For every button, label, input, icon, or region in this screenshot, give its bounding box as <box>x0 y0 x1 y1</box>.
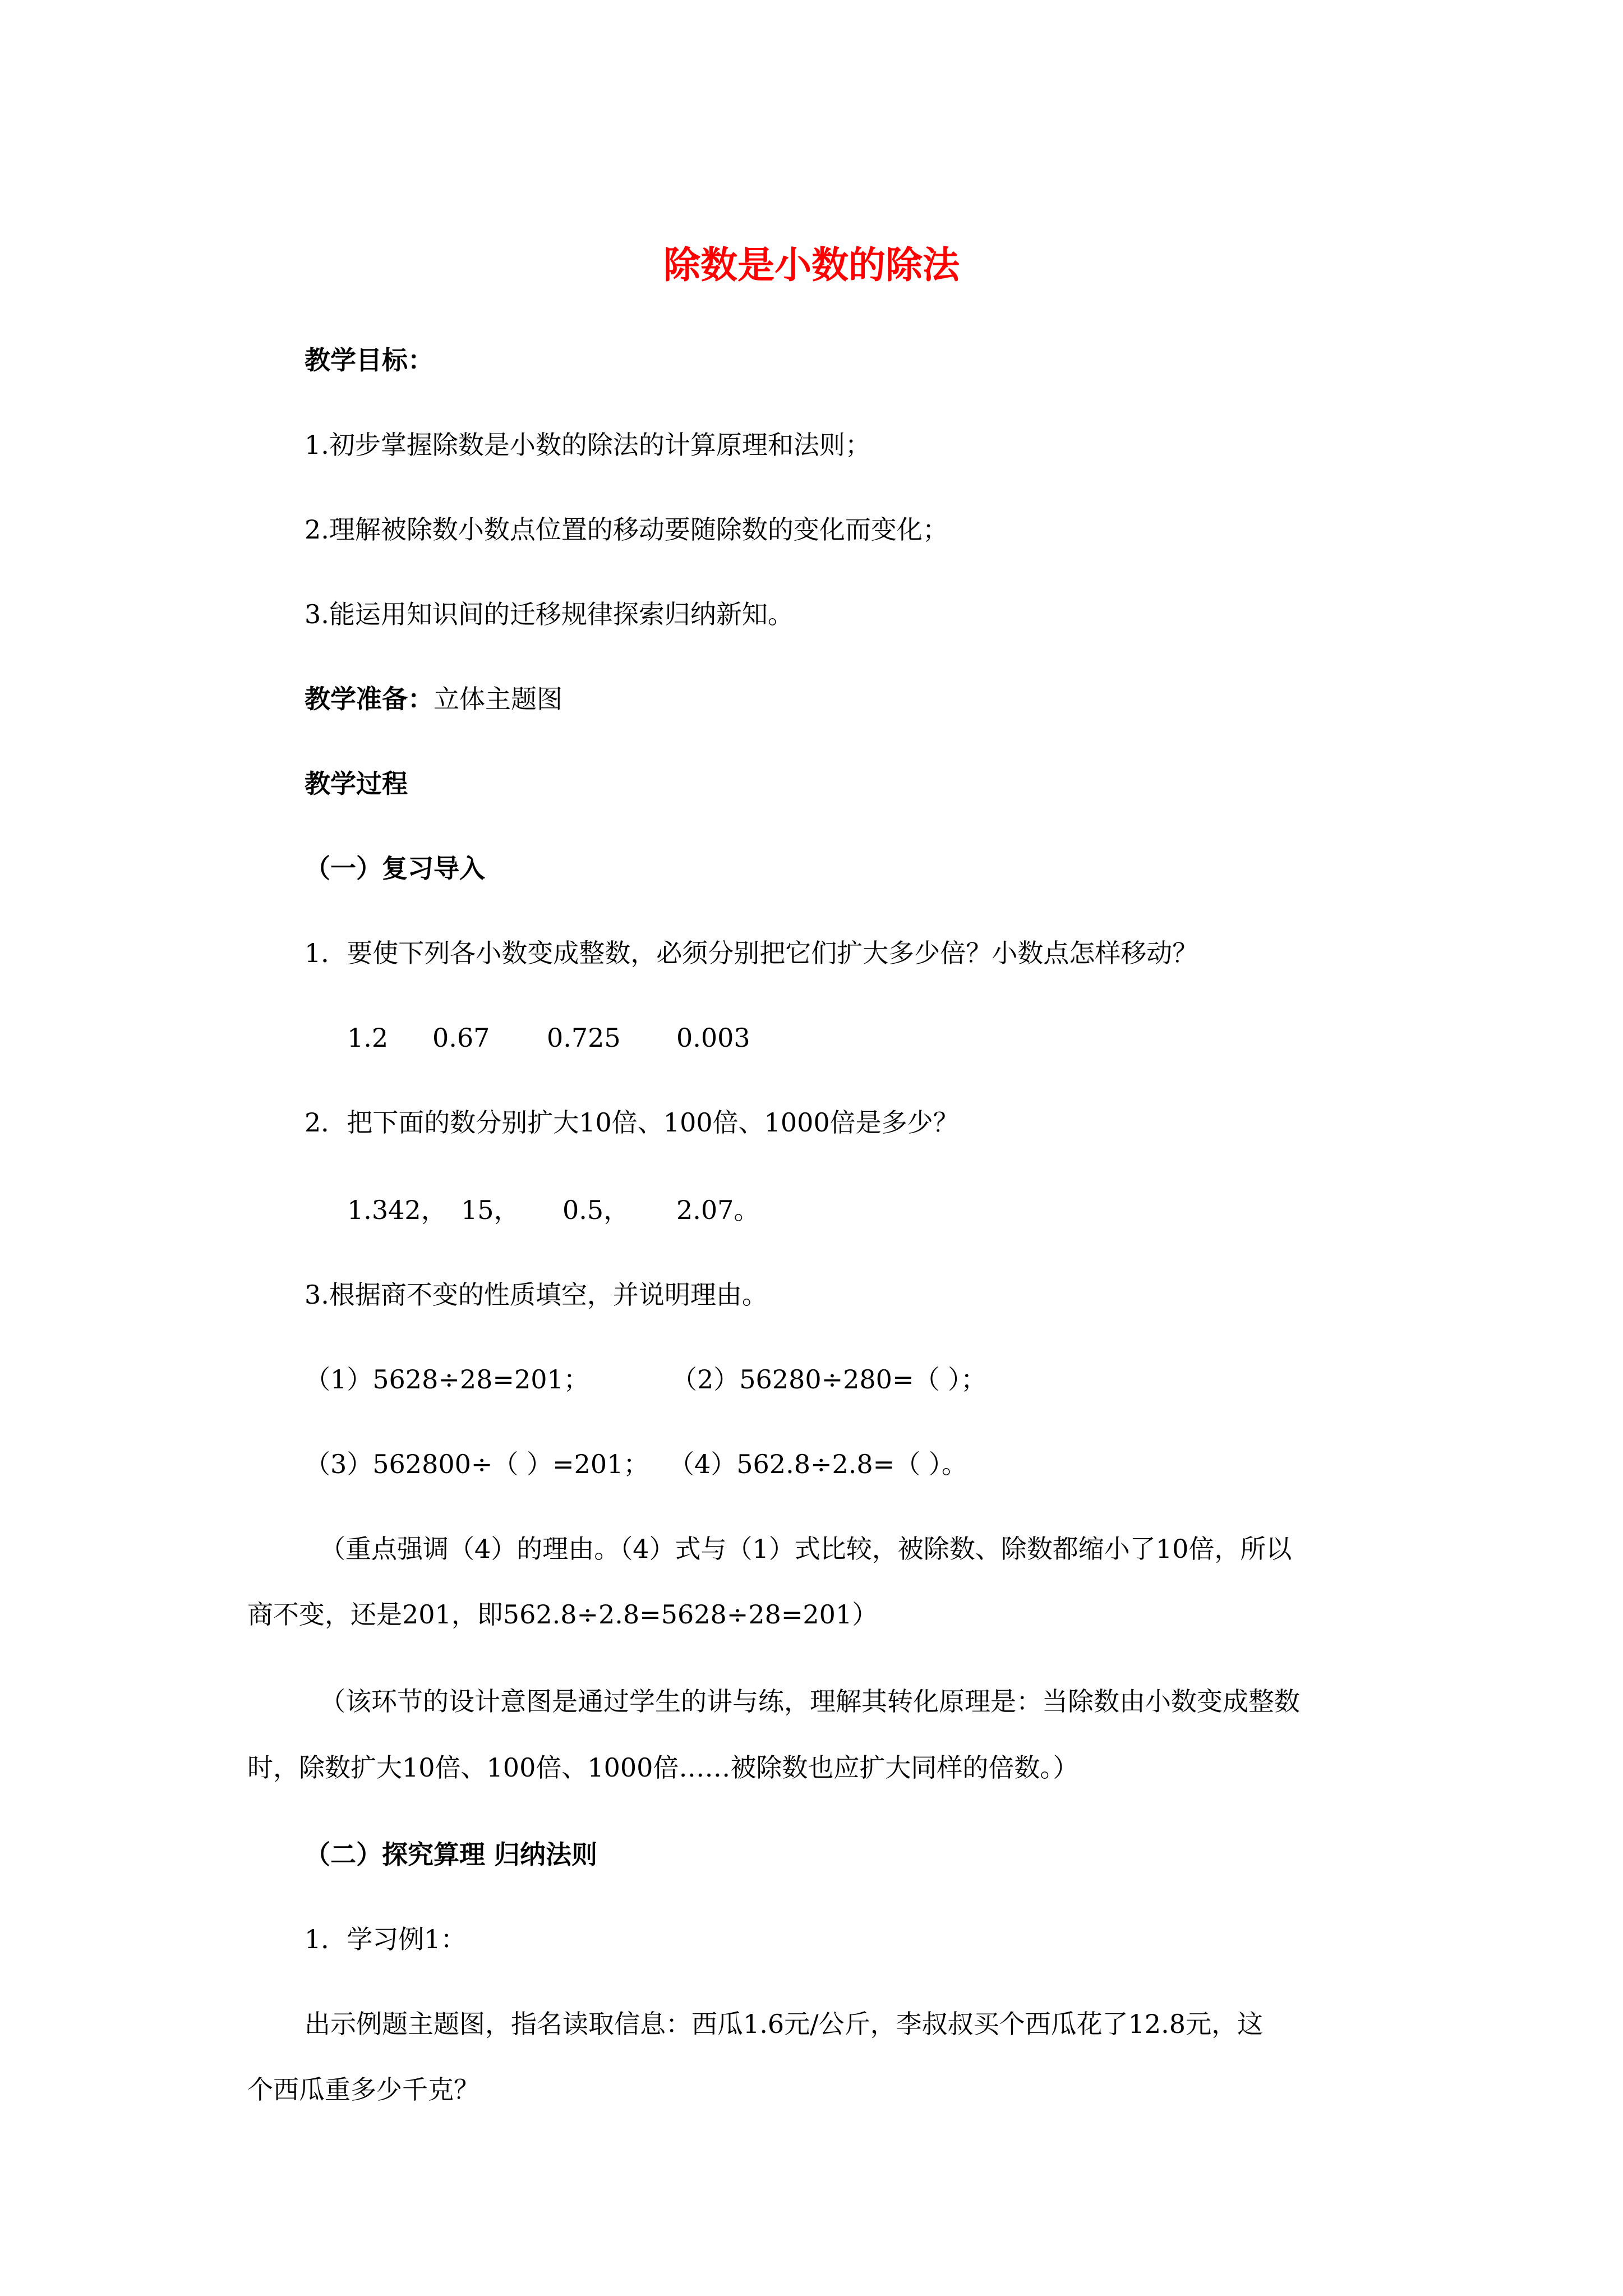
q3-equation-3: （3）562800÷（ ）=201； <box>305 1449 649 1479</box>
document-title: 除数是小数的除法 <box>663 243 960 287</box>
section2-item-1: 1．学习例1： <box>305 1924 467 1954</box>
example-line-1: 出示例题主题图，指名读取信息：西瓜1.6元/公斤，李叔叔买个西瓜花了12.8元，这 <box>305 2009 1264 2039</box>
q3-equation-4: （4）562.8÷2.8=（ ）。 <box>668 1449 967 1479</box>
preparation-value: 立体主题图 <box>434 684 562 714</box>
section1-question-3: 3.根据商不变的性质填空，并说明理由。 <box>305 1280 768 1310</box>
q1-number-1: 1.2 <box>347 1023 389 1053</box>
section2-heading: （二）探究算理 归纳法则 <box>305 1839 598 1870</box>
q2-number-1: 1.342， <box>347 1195 447 1225</box>
q2-number-2: 15， <box>461 1195 520 1225</box>
note1-line-1: （重点强调（4）的理由。（4）式与（1）式比较，被除数、除数都缩小了10倍，所以 <box>320 1534 1292 1564</box>
example-line-2: 个西瓜重多少千克？ <box>247 2074 479 2105</box>
section1-question-1: 1．要使下列各小数变成整数，必须分别把它们扩大多少倍？小数点怎样移动？ <box>305 938 1198 968</box>
objectives-heading: 教学目标： <box>305 345 434 375</box>
q3-equation-2: （2）56280÷280=（ ）； <box>671 1364 987 1395</box>
section1-heading: （一）复习导入 <box>305 853 485 884</box>
q1-number-4: 0.003 <box>676 1023 750 1053</box>
objective-item-1: 1.初步掌握除数是小数的除法的计算原理和法则； <box>305 430 871 460</box>
process-heading: 教学过程 <box>305 769 408 799</box>
q2-number-3: 0.5， <box>562 1195 630 1225</box>
note2-line-1: （该环节的设计意图是通过学生的讲与练，理解其转化原理是：当除数由小数变成整数 <box>320 1686 1300 1717</box>
note1-line-2: 商不变，还是201，即562.8÷2.8=5628÷28=201） <box>247 1599 878 1630</box>
section1-question-2: 2．把下面的数分别扩大10倍、100倍、1000倍是多少？ <box>305 1107 959 1138</box>
objective-item-2: 2.理解被除数小数点位置的移动要随除数的变化而变化； <box>305 514 948 545</box>
q3-equation-1: （1）5628÷28=201； <box>305 1364 589 1395</box>
q2-number-4: 2.07。 <box>676 1195 760 1225</box>
q1-number-3: 0.725 <box>547 1023 621 1053</box>
preparation-label: 教学准备： <box>305 684 434 714</box>
objective-item-3: 3.能运用知识间的迁移规律探索归纳新知。 <box>305 599 794 629</box>
note2-line-2: 时，除数扩大10倍、100倍、1000倍……被除数也应扩大同样的倍数。） <box>247 1752 1079 1783</box>
q1-number-2: 0.67 <box>432 1023 490 1053</box>
preparation-line <box>305 682 562 716</box>
